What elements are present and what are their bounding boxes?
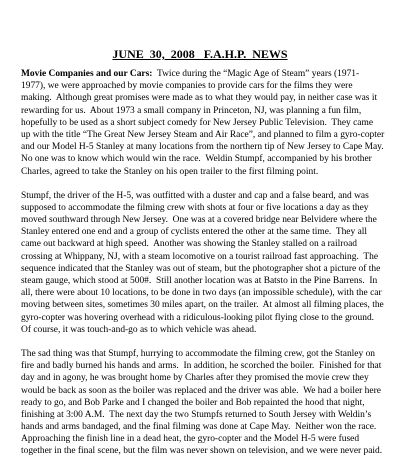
- text-line: making. Although great promises were made as to what they would pay, in neither case was it: [21, 93, 378, 104]
- article-paragraph: [21, 68, 385, 178]
- text-line: Approaching the finish line in a dead heat, the gyro-copter and the Model H-5 were fused: [21, 434, 360, 445]
- article-paragraph: [21, 348, 381, 458]
- text-line: Stumpf, the driver of the H-5, was outfitted with a duster and cap and a false beard, and was: [21, 190, 369, 201]
- text-line: Of course, it was touch-and-go as to which vehicle was ahead.: [21, 324, 257, 335]
- text-line: Charles, agreed to take the Stanley on his open trailer to the first filming point.: [21, 166, 319, 177]
- article-paragraph: [21, 190, 384, 336]
- text-line: and our Model H-5 Stanley at many locations from the northern tip of New Jersey to Cape May.: [21, 142, 384, 153]
- text-line: up with the title “The Great New Jersey Steam and Air Race”, and planned to film a gyro-copter: [21, 129, 385, 140]
- text-line: day and in agony, he was brought home by Charles after they promised the movie crew they: [21, 373, 369, 384]
- text-line: all, there were about 10 locations, to be done in two days (an impossible schedule), with the car: [21, 288, 382, 299]
- text-line: The sad thing was that Stumpf, hurrying to accommodate the filming crew, got the Stanley on: [21, 348, 376, 359]
- text-line: gyro-copter was hovering overhead with a ridiculous-looking pilot flying close to the ground.: [21, 312, 375, 323]
- text-line: finishing at 3:00 A.M. The next day the two Stumpfs returned to South Jersey with Weldin’s: [21, 409, 372, 420]
- text-line: ready to go, and Bob Parke and I changed the boiler and Bob repainted the hood that night,: [21, 397, 365, 408]
- text-line: supposed to accommodate the filming crew with shots at four or five locations a day as they: [21, 202, 369, 213]
- text-line: came out backward at high speed. Another was showing the Stanley stalled on a railroad: [21, 239, 357, 250]
- newsletter-headline: JUNE 30, 2008 F.A.H.P. NEWS: [112, 47, 288, 61]
- text-line: rewarding for us. About 1973 a small company in Princeton, NJ, was planning a fun film,: [21, 105, 362, 116]
- text-line: fire and badly burned his hands and arms. In addition, he scorched the boiler. Finished for that: [21, 361, 382, 372]
- text-line: [21, 68, 381, 80]
- text-line: would be back as soon as the boiler was replaced and the driver was able. We had a boiler here: [21, 385, 381, 396]
- text-line: hopefully to be used as a short subject comedy for New Jersey Public Television. They came: [21, 117, 374, 128]
- article-body: [21, 68, 385, 470]
- text-line: moving between sites, sometimes 30 miles apart, on the trailer. At almost all filming places, the: [21, 300, 384, 311]
- text-line: moved southward through New Jersey. One was at a covered bridge near Belvidere where the: [21, 215, 377, 226]
- text-line: together in the final scene, but the film was never shown on television, and we were never paid.: [21, 446, 383, 457]
- text-line: crossing at Whippany, NJ, with a steam locomotive on a tourist railroad fast approaching. The: [21, 251, 379, 262]
- text-line-content: Twice during the “Magic Age of Steam” years (1971-: [152, 69, 360, 79]
- section-lead-in: Movie Companies and our Cars:: [21, 69, 153, 79]
- text-line: Stanley entered one end and a group of cyclists entered the other at the same time. They all: [21, 227, 368, 238]
- text-line: No one was to know which would win the race. Weldin Stumpf, accompanied by his brother: [21, 154, 372, 165]
- text-line: 1977), we were approached by movie companies to provide cars for the films they were: [21, 81, 353, 92]
- text-line: steam gauge, which stood at 500#. Still another location was at Batsto in the Pine Barrens. In: [21, 276, 378, 286]
- text-line: sequence indicated that the Stanley was out of steam, but the photographer shot a picture of the: [21, 263, 381, 274]
- text-line: hands and arms bandaged, and the final filming was done at Cape May. Neither won the race.: [21, 422, 377, 433]
